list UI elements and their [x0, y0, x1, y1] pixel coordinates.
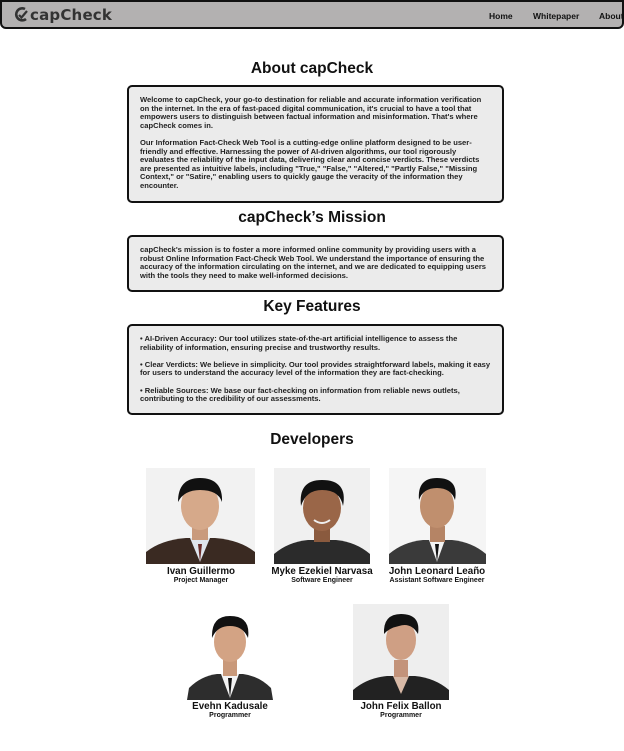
brand-name: capCheck [30, 5, 113, 24]
portrait-icon [274, 468, 370, 564]
developer-role: Project Manager [173, 577, 229, 584]
portrait-icon [353, 604, 449, 700]
feature-item-ai: • AI-Driven Accuracy: Our tool utilizes state-of-the-art artificial intelligence to assess the reliability of information, ensuring precise and trustworthy results. [140, 334, 458, 352]
feature-item-sources: • Reliable Sources: We base our fact-checking on information from reliable news outlets, contributing to the credibility of our assessments. [140, 385, 460, 404]
features-title: Key Features [263, 298, 361, 315]
portrait-icon [183, 604, 277, 700]
developer-name: John Felix Ballon [360, 701, 442, 712]
developer-photo-john-felix [353, 604, 449, 700]
developer-photo-ivan [146, 468, 255, 564]
checkmark-logo-icon [14, 7, 28, 23]
features-card [127, 324, 504, 415]
mission-card [127, 235, 504, 292]
nav-link-whitepaper[interactable]: Whitepaper [533, 11, 580, 21]
about-title: About capCheck [250, 60, 374, 77]
portrait-icon [146, 468, 255, 564]
developer-role: Assistant Software Engineer [389, 577, 485, 584]
developer-photo-john-leonard [389, 468, 486, 564]
developer-role: Programmer [209, 712, 251, 719]
about-paragraph-1: Welcome to capCheck, your go-to destination for reliable and accurate information verification on the internet. In the era of fast-paced digital communication, it's crucial to have a tool that empowers users to distinguish between factual information and misinformation. That's where capCheck comes in. [140, 95, 482, 130]
brand-logo[interactable] [14, 6, 112, 24]
about-paragraph-2: Our Information Fact-Check Web Tool is a cutting-edge online platform designed to be user-friendly and effective. Harnessing the power of AI-driven algorithms, our tool rigorously evaluates the reliability of the input data, delivering clear and concise verdicts. These verdicts are presented as intuitive labels, including "True," "False," "Altered," "Partly False," "Missing Context," or "Satire," enabling users to quickly gauge the veracity of the information they encounter. [140, 137, 480, 190]
developer-name: John Leonard Leaño [388, 566, 486, 577]
developer-name: Myke Ezekiel Narvasa [271, 566, 373, 577]
developers-title: Developers [270, 431, 354, 448]
developer-photo-evehn [183, 604, 277, 700]
developer-role: Programmer [380, 712, 422, 719]
top-navbar [0, 0, 624, 29]
mission-title: capCheck’s Mission [238, 209, 386, 226]
feature-item-verdicts: • Clear Verdicts: We believe in simplicity. Our tool provides straightforward labels, making it easy for users to understand the accuracy level of the information they are fact-checking. [140, 359, 491, 378]
about-card [127, 85, 504, 203]
nav-link-about[interactable]: About [599, 11, 624, 21]
developer-name: Ivan Guillermo [166, 566, 236, 577]
developer-photo-myke [274, 468, 370, 564]
nav-link-home[interactable]: Home [489, 11, 513, 21]
developer-role: Software Engineer [291, 577, 353, 584]
portrait-icon [389, 468, 486, 564]
mission-text: capCheck's mission is to foster a more informed online community by providing users with a robust Online Information Fact-Check Web Tool. We understand the importance of ensuring the accuracy of the information circulating on the internet, and we are dedicated to equipping users with the tools they need to make well-informed decisions. [140, 245, 486, 280]
developer-name: Evehn Kadusale [192, 701, 268, 712]
